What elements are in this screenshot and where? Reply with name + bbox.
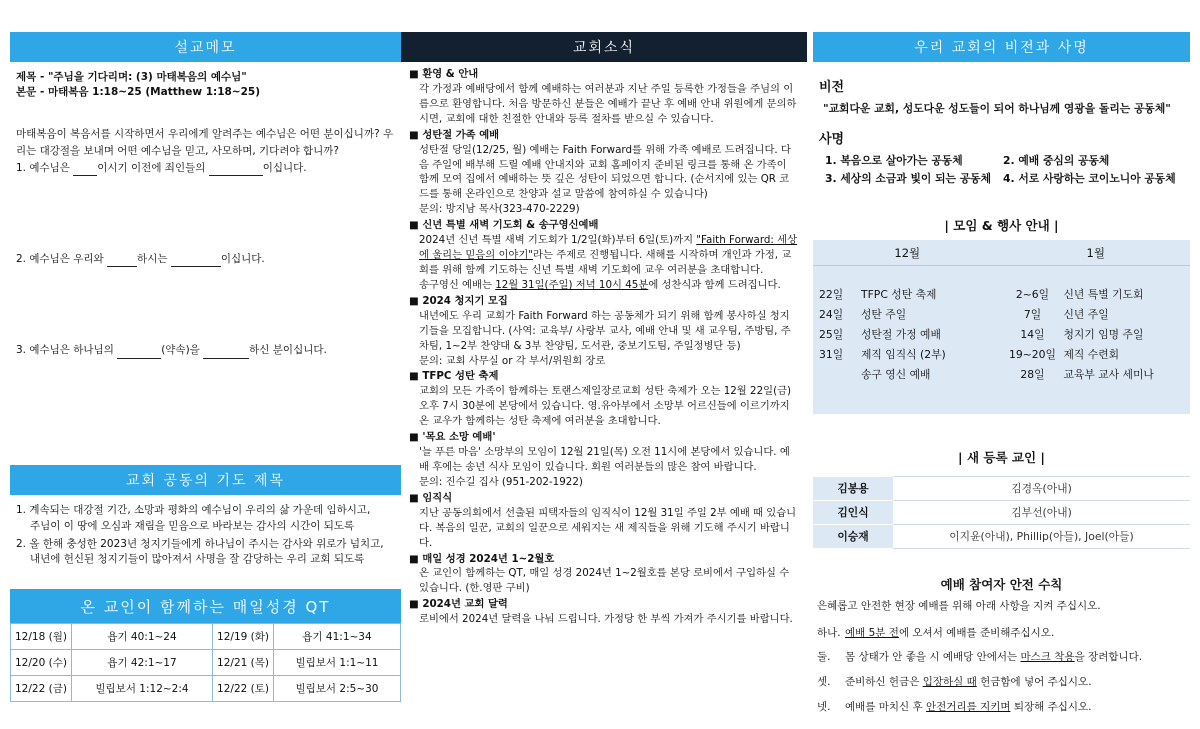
events-table	[813, 240, 1190, 414]
news-header: 교회소식	[401, 32, 807, 62]
news-calendar: ■ 2024년 교회 달력 로비에서 2024년 달력을 나눠 드립니다. 가정당 한 부씩 가져가 주시기를 바랍니다.	[409, 598, 793, 626]
qt-table	[10, 623, 401, 702]
list-item: 넷. 예배를 마치신 후 안전거리를 지키며 퇴장해 주십시오.	[817, 700, 1092, 713]
vision-heading: 비전	[819, 80, 845, 95]
vision-section	[813, 32, 1190, 724]
church-news-section	[401, 32, 807, 628]
list-item: 7일 신년 주일	[1023, 307, 1109, 321]
table-row: 12/20 (수) 욥기 42:1~17 12/21 (목) 빌립보서 1:1~11	[11, 650, 401, 676]
prayer-item: 1. 계속되는 대강절 기간, 소망과 평화의 예수님이 우리의 삶 가운데 임하시고, 주님이 이 땅에 오심과 재림을 믿음으로 바라보는 감사의 시간이 되도록	[16, 504, 371, 532]
mission-list	[819, 153, 1184, 186]
news-dawn-prayer: ■ 신년 특별 새벽 기도회 & 송구영신예배 2024년 신년 특별 새벽 기도회가 1/2일(화)부터 6일(토)까지 "Faith Forward: 세상에 울리는 믿음의 이야기"라는 주제로 진행됩니다. 새해를 시작하며 개인과 가정, 교회를 위해 함께 기도하는 신년 특별 새벽 기도회에 교우 여러분을 초대합니다. 송구영신 예배는 12월 31일(주일) 저녁 10시 45분에 성찬식과 함께 드려집니다.	[409, 219, 798, 291]
new-members-table	[813, 476, 1190, 549]
sermon-header: 설교메모	[10, 32, 401, 62]
list-item: 31일 제직 임직식 (2부)	[819, 347, 946, 361]
list-item: 22일 TFPC 성탄 축제	[819, 287, 937, 301]
sermon-question-1: 1. 예수님은 이시기 이전에 죄인들의 이십니다.	[16, 161, 397, 176]
table-row: 김인식 김부선(아내)	[813, 501, 1190, 525]
list-item: 둘. 몸 상태가 안 좋을 시 예배당 안에서는 마스크 착용을 장려합니다.	[817, 651, 1143, 664]
list-item: 14일 청지기 임명 주일	[1020, 327, 1144, 341]
sermon-passage: 본문 - 마태복음 1:18~25 (Matthew 1:18~25)	[16, 86, 261, 99]
news-daily-bible: ■ 매일 성경 2024년 1~2월호 온 교인이 함께하는 QT, 매일 성경 2024년 1~2월호를 본당 로비에서 구입하실 수 있습니다. (한.영판 구비)	[409, 552, 790, 595]
sermon-title: 제목 - "주님을 기다리며: (3) 마태복음의 예수님"	[16, 71, 247, 83]
prayer-item: 2. 올 한해 충성한 2023년 청지기들에게 하나님이 주시는 감사와 위로가 넘치고, 내년에 헌신된 청지기들이 많아져서 사명을 잘 감당하는 우리 교회 되도록	[16, 537, 384, 566]
safety-rules	[813, 593, 1190, 714]
new-members-title: | 새 등록 교인 |	[958, 450, 1045, 465]
list-item: 25일 성탄절 가정 예배	[819, 327, 941, 341]
daily-qt-section	[10, 589, 401, 702]
prayer-header: 교회 공동의 기도 제목	[10, 465, 401, 495]
news-thursday-hope: ■ '목요 소망 예배' '늘 푸른 마음' 소망부의 모임이 12월 21일(목) 오전 11시에 본당에서 있습니다. 예배 후에는 송년 식사 모임이 있습니다. 회원 여러분들의 많은 참여 바랍니다. 문의: 진수길 집사 (951-202-1922)	[409, 431, 790, 488]
vision-header: 우리 교회의 비전과 사명	[813, 32, 1190, 62]
list-item: 3. 세상의 소금과 빛이 되는 공동체	[825, 172, 991, 185]
events-title: | 모임 & 행사 안내 |	[944, 218, 1059, 233]
list-item: 셋. 준비하신 헌금은 입장하실 때 헌금함에 넣어 주십시오.	[817, 676, 1092, 689]
list-item: 2~6일 신년 특별 기도회	[1015, 287, 1144, 301]
sermon-question-2: 2. 예수님은 우리와 하시는 이십니다.	[16, 252, 397, 267]
list-item: 송구 영신 예배	[861, 367, 931, 381]
news-festival: ■ TFPC 성탄 축제 교회의 모든 가족이 함께하는 토랜스제일장로교회 성탄 축제가 오는 12월 22일(금) 오후 7시 30분에 본당에서 있습니다. 영.유아부에서 소망부 어르신들에 이르기까지 온 교우가 함께하는 성탄 축제에 여러분을 초대합니다.	[409, 370, 792, 428]
table-row: 12/18 (월) 욥기 40:1~24 12/19 (화) 욥기 41:1~34	[11, 624, 401, 650]
list-item: 1. 복음으로 살아가는 공동체	[825, 154, 963, 167]
prayer-section	[10, 465, 401, 570]
list-item: 하나. 예배 5분 전에 오셔서 예배를 준비해주십시오.	[817, 626, 1055, 639]
news-christmas-worship: ■ 성탄절 가족 예배 성탄절 당일(12/25, 월) 예배는 Faith Forward를 위해 가족 예배로 드려집니다. 다음 주일에 배부해 드릴 예배 안내지와 교회 홈페이지 준비된 링크를 통해 온 가족이 함께 모여 집에서 예배하는 뜻 깊은 성탄이 되었으면 합니다. (순서지에 있는 QR 코드를 통해 온라인으로 찬양과 설교 말씀에 참여하실 수 있습니다) 문의: 방지남 목사(323-470-2229)	[409, 128, 791, 216]
list-item: 19~20일 제직 수련회	[1009, 347, 1120, 361]
news-ordination: ■ 임직식 지난 공동의회에서 선출된 피택자들의 임직식이 12월 31일 주일 2부 예배 때 있습니다. 복음의 일꾼, 교회의 일꾼으로 세워지는 새 제직들을 위해 기도해 주시기 바랍니다.	[409, 491, 797, 549]
vision-text: "교회다운 교회, 성도다운 성도들이 되어 하나님께 영광을 돌리는 공동체"	[823, 102, 1171, 115]
table-row: 이승재 이지윤(아내), Phillip(아들), Joel(아들)	[813, 525, 1190, 549]
month-january: 1월	[1086, 246, 1105, 260]
news-steward: ■ 2024 청지기 모집 내년에도 우리 교회가 Faith Forward 하는 공동체가 되기 위해 함께 봉사하실 청지기들을 모집합니다. (사역: 교육부/ 사랑부 교사, 예배 안내 및 새 교우팀, 주방팀, 주차팀, 1~2부 찬양대 & 3부 찬양팀, 도서관, 중보기도팀, 주일정병단 등) 문의: 교회 사무실 or 각 부서/위원회 장로	[409, 294, 791, 367]
month-december: 12월	[894, 246, 921, 260]
sermon-intro: 마태복음이 복음서를 시작하면서 우리에게 알려주는 예수님은 어떤 분이십니까? 우리는 대강절을 보내며 어떤 예수님을 믿고, 사모하며, 기다려야 합니까?	[16, 128, 394, 157]
list-item: 2. 예배 중심의 공동체	[1003, 154, 1110, 167]
sermon-memo-section	[10, 32, 401, 359]
news-welcome: ■ 환영 & 안내 각 가정과 예배당에서 함께 예배하는 여러분과 지난 주일 등록한 가정들을 주님의 이름으로 환영합니다. 처음 방문하신 분들은 예배가 끝난 후 예배 안내 위원에게 문의하시면, 교회에 대한 친절한 안내와 등록 절차를 받으실 수 있습니다.	[409, 68, 797, 125]
list-item: 28일 교육부 교사 세미나	[1020, 367, 1154, 381]
table-row: 12/22 (금) 빌립보서 1:12~2:4 12/22 (토) 빌립보서 2:5~30	[11, 676, 401, 702]
list-item: 24일 성탄 주일	[819, 307, 907, 321]
sermon-question-3: 3. 예수님은 하나님의 (약속)을 하신 분이십니다.	[16, 343, 397, 358]
safety-lead: 은혜롭고 안전한 현장 예배를 위해 아래 사항을 지켜 주십시오.	[817, 600, 1101, 612]
qt-header: 온 교인이 함께하는 매일성경 QT	[10, 589, 401, 623]
list-item: 4. 서로 사랑하는 코이노니아 공동체	[1003, 172, 1176, 185]
mission-heading: 사명	[819, 132, 845, 147]
table-row: 김봉용 김경옥(아내)	[813, 477, 1190, 501]
safety-title: 예배 참여자 안전 수칙	[940, 577, 1063, 592]
